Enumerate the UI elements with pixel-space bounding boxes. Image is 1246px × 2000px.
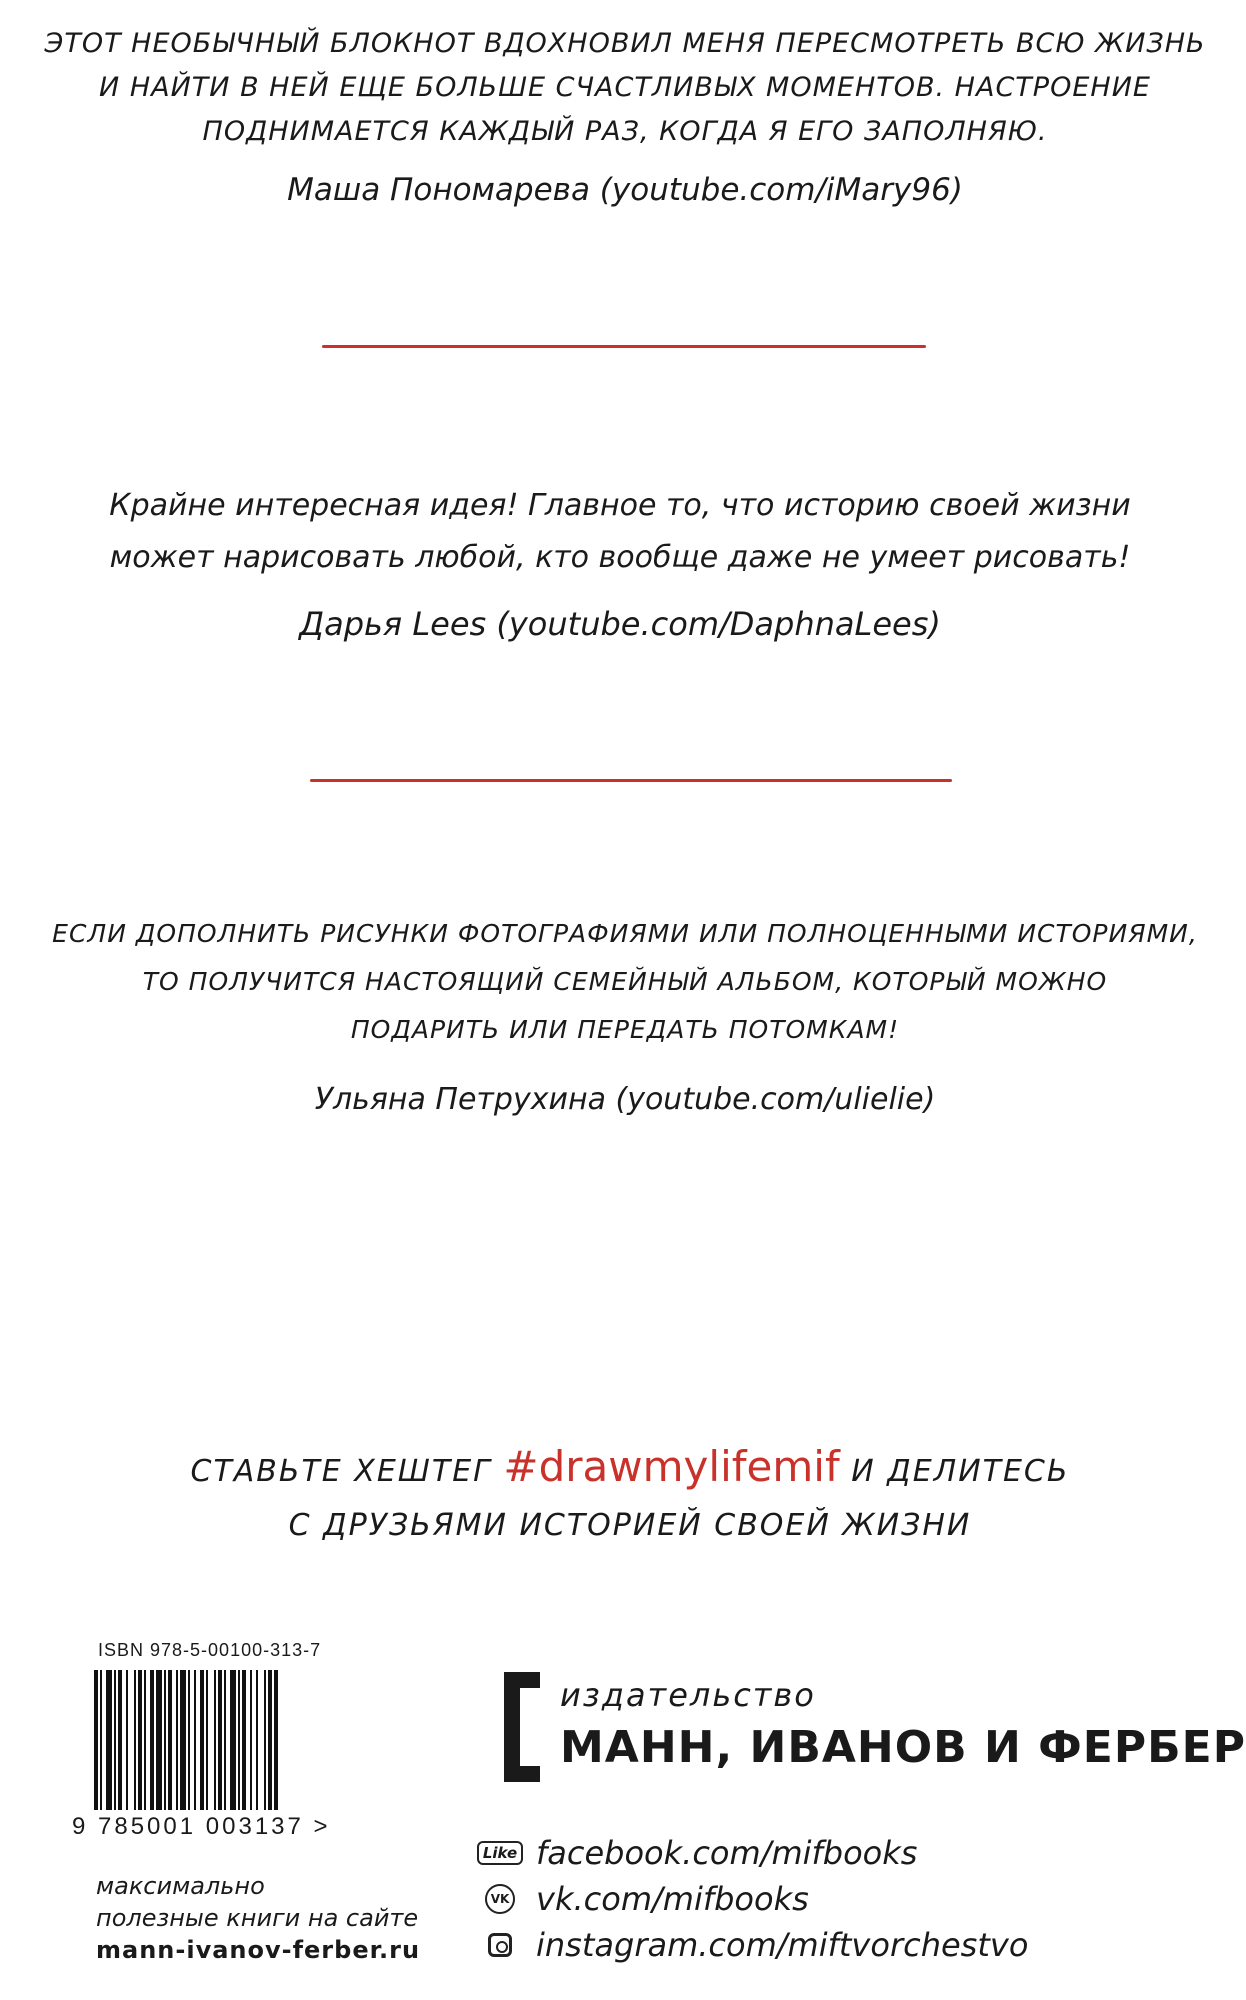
social-links	[478, 1830, 1028, 1968]
quote-1-line-2: И НАЙТИ В НЕЙ ЕЩЕ БОЛЬШЕ СЧАСТЛИВЫХ МОМЕНТОВ. НАСТРОЕНИЕ	[99, 72, 1151, 103]
quote-2-line-2: может нарисовать любой, кто вообще даже не умеет рисовать!	[109, 540, 1131, 575]
promo-line-2: полезные книги на сайте	[96, 1904, 419, 1932]
quote-2	[60, 480, 1180, 650]
barcode	[88, 1670, 358, 1830]
divider-1	[322, 345, 926, 348]
social-instagram-text: instagram.com/miftvorchestvo	[536, 1926, 1029, 1964]
hashtag-block	[150, 1440, 1110, 1553]
like-badge: Like	[477, 1841, 523, 1865]
promo-line-1: максимально	[96, 1872, 265, 1900]
publisher-logo-icon	[500, 1668, 544, 1786]
hashtag-line-1	[150, 1440, 1110, 1499]
social-facebook-text: facebook.com/mifbooks	[536, 1834, 918, 1872]
social-vk-text: vk.com/mifbooks	[536, 1880, 809, 1918]
quote-1-author: Маша Пономарева (youtube.com/iMary96)	[287, 172, 963, 208]
quote-2-author: Дарья Lees (youtube.com/DaphnaLees)	[299, 605, 941, 643]
vk-icon	[478, 1884, 522, 1914]
quote-3	[40, 910, 1210, 1124]
barcode-digits: 9 785001 003137 >	[72, 1813, 331, 1840]
hashtag-after: И ДЕЛИТЕСЬ	[851, 1454, 1070, 1489]
hashtag-tag: #drawmylifemif	[503, 1442, 840, 1491]
isbn: ISBN 978-5-00100-313-7	[98, 1640, 322, 1660]
quote-3-line-1: ЕСЛИ ДОПОЛНИТЬ РИСУНКИ ФОТОГРАФИЯМИ ИЛИ ПОЛНОЦЕННЫМИ ИСТОРИЯМИ,	[52, 919, 1198, 948]
quote-1-line-3: ПОДНИМАЕТСЯ КАЖДЫЙ РАЗ, КОГДА Я ЕГО ЗАПОЛНЯЮ.	[202, 116, 1048, 147]
instagram-icon	[478, 1930, 522, 1960]
quote-3-author: Ульяна Петрухина (youtube.com/ulielie)	[314, 1082, 936, 1117]
social-facebook[interactable]	[478, 1830, 1028, 1876]
quote-3-line-2: ТО ПОЛУЧИТСЯ НАСТОЯЩИЙ СЕМЕЙНЫЙ АЛЬБОМ, КОТОРЫЙ МОЖНО	[142, 967, 1108, 996]
barcode-bars	[88, 1670, 358, 1820]
instagram-badge	[488, 1933, 512, 1957]
hashtag-before: СТАВЬТЕ ХЕШТЕГ	[190, 1454, 492, 1489]
quote-1-line-1: ЭТОТ НЕОБЫЧНЫЙ БЛОКНОТ ВДОХНОВИЛ МЕНЯ ПЕРЕСМОТРЕТЬ ВСЮ ЖИЗНЬ	[44, 28, 1206, 59]
vk-badge: VK	[485, 1884, 515, 1914]
like-icon	[478, 1838, 522, 1868]
social-vk[interactable]	[478, 1876, 1028, 1922]
publisher-label: издательство	[560, 1676, 816, 1714]
social-instagram[interactable]	[478, 1922, 1028, 1968]
hashtag-line-2: С ДРУЗЬЯМИ ИСТОРИЕЙ СВОЕЙ ЖИЗНИ	[288, 1508, 972, 1543]
publisher-name: МАНН, ИВАНОВ И ФЕРБЕР	[560, 1722, 1246, 1773]
promo-site-link[interactable]: mann-ivanov-ferber.ru	[96, 1936, 421, 1964]
quote-2-line-1: Крайне интересная идея! Главное то, что историю своей жизни	[109, 488, 1131, 523]
divider-2	[310, 779, 952, 782]
quote-3-line-3: ПОДАРИТЬ ИЛИ ПЕРЕДАТЬ ПОТОМКАМ!	[350, 1015, 900, 1044]
quote-1	[40, 22, 1210, 212]
promo	[96, 1870, 420, 1966]
